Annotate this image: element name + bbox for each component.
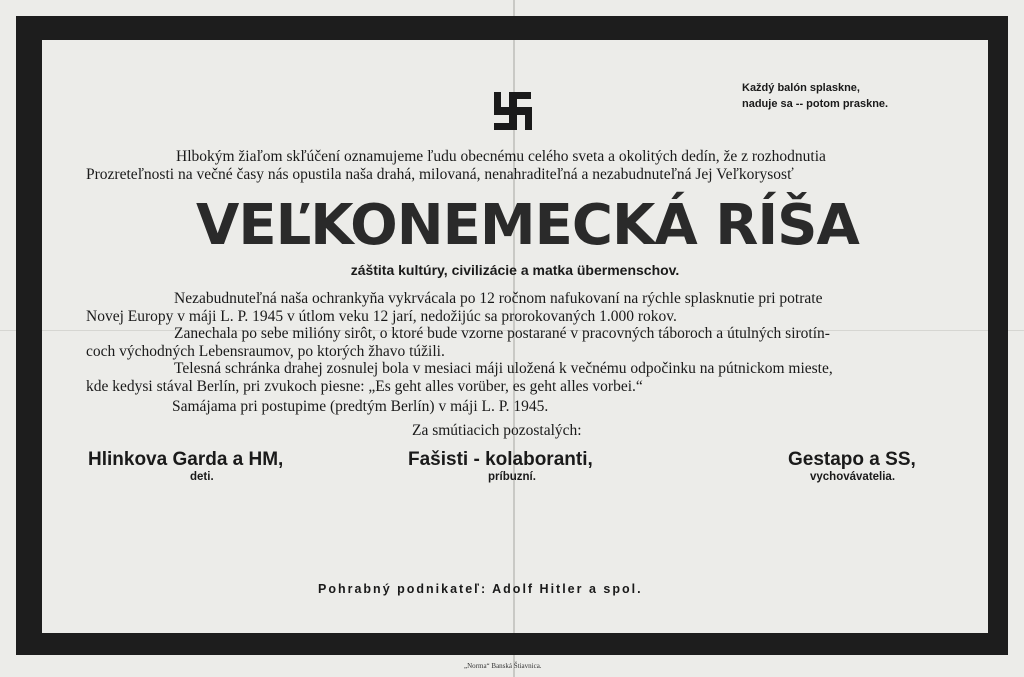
for-the-bereaved: Za smútiacich pozostalých: — [412, 422, 582, 439]
signatory — [788, 449, 916, 483]
deceased-name-title: VEĽKONEMECKÁ RÍŠA — [196, 193, 859, 258]
mourning-border-bottom — [16, 633, 1008, 655]
intro-line-1: Hlbokým žiaľom skľúčení oznamujeme ľudu obecnému celého sveta a okolitých dedín, že z rozhodnutia — [176, 148, 826, 165]
announcement-intro — [86, 148, 946, 184]
body-line: Zanechala po sebe milióny sirôt, o ktoré bude vzorne postarané v pracovných táboroch a útulných sirotín- — [174, 325, 830, 342]
printer-imprint: „Norma“ Banská Štiavnica. — [464, 662, 542, 670]
mourning-border-top — [16, 16, 1008, 40]
signatory-role: vychovávatelia. — [810, 471, 896, 483]
signatory-role: deti. — [190, 471, 214, 483]
deceased-subtitle: záštita kultúry, civilizácie a matka übermenschov. — [350, 262, 680, 278]
signatory-name: Hlinkova Garda a HM, — [88, 449, 284, 470]
body-line: kde kedysi stával Berlín, pri zvukoch piesne: „Es geht alles vorüber, es geht alles vorbei.“ — [86, 377, 643, 395]
motto-line-2: naduje sa -- potom praskne. — [742, 98, 889, 110]
place-and-date: Samájama pri postupime (predtým Berlín) v máji L. P. 1945. — [172, 398, 549, 415]
mourning-border-left — [16, 16, 42, 655]
motto — [742, 80, 952, 112]
motto-line-1: Každý balón splaskne, — [742, 82, 860, 94]
body-line: Novej Europy v máji L. P. 1945 v útlom veku 12 jarí, nedožijúc sa prorokovaných 1.000 rokov. — [86, 307, 677, 325]
signatory-name: Gestapo a SS, — [788, 449, 916, 470]
signatory-role: príbuzní. — [488, 471, 536, 483]
signatory-name: Fašisti - kolaboranti, — [408, 449, 593, 470]
intro-line-2: Prozreteľnosti na večné časy nás opustila naša drahá, milovaná, nenahraditeľná a nezabudnuteľná Jej Veľkorysosť — [86, 166, 794, 183]
announcement-body — [86, 290, 946, 395]
signatory — [408, 449, 593, 483]
body-line: Telesná schránka drahej zosnulej bola v mesiaci máji uložená k večnému odpočinku na pútnickom mieste, — [174, 360, 833, 377]
body-line: coch východných Lebensraumov, po ktorých žhavo túžili. — [86, 342, 445, 360]
body-line: Nezabudnuteľná naša ochrankyňa vykrvácala po 12 ročnom nafukovaní na rýchle splasknutie pri potrate — [174, 290, 823, 307]
swastika-icon — [490, 88, 536, 134]
mourning-border-right — [988, 16, 1008, 655]
undertaker-line: Pohrabný podnikateľ: Adolf Hitler a spol. — [318, 582, 643, 596]
signatory — [88, 449, 283, 483]
